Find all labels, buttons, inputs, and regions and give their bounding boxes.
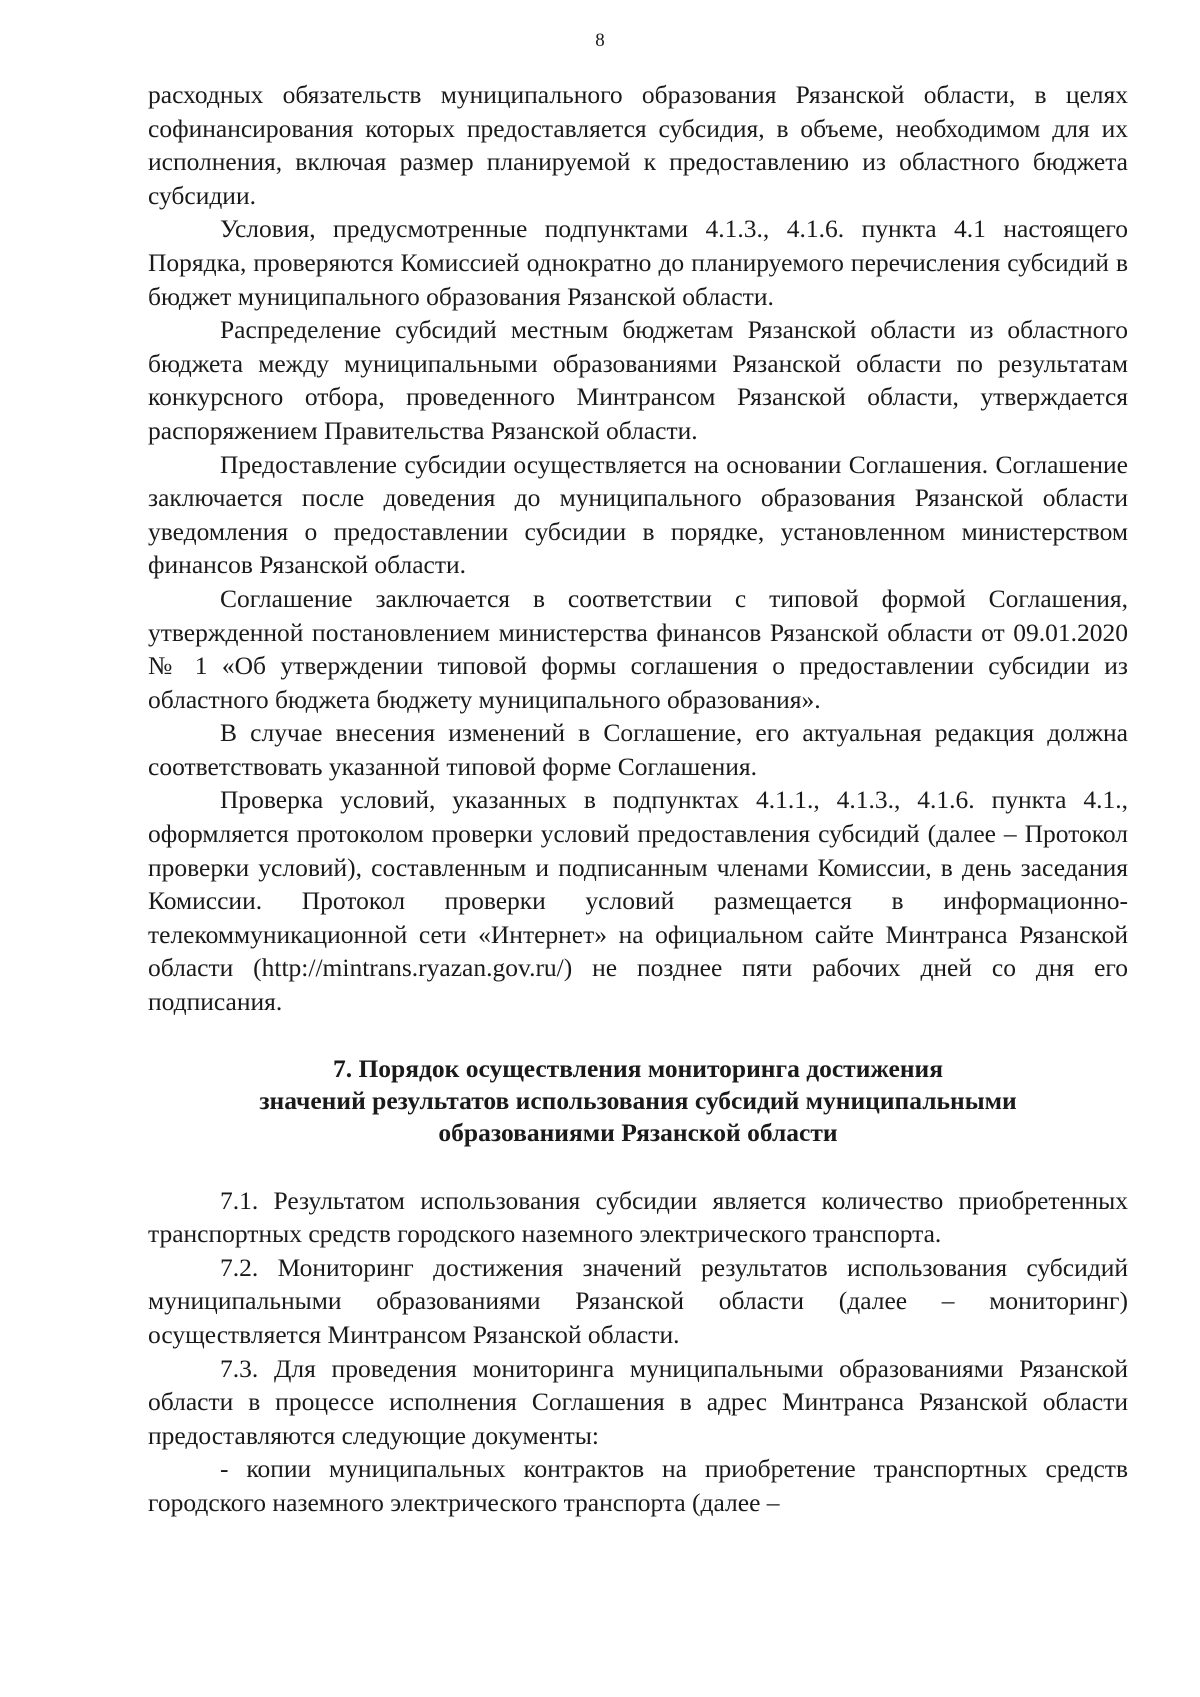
section-heading-line: 7. Порядок осуществления мониторинга достижения xyxy=(332,1053,944,1083)
section-heading xyxy=(148,1053,1128,1149)
paragraph: В случае внесения изменений в Соглашение, его актуальная редакция должна соответствовать указанной типовой форме Соглашения. xyxy=(148,718,1128,781)
paragraph: 7.3. Для проведения мониторинга муниципальными образованиями Рязанской области в процессе исполнения Соглашения в адрес Минтранса Рязанской области предоставляются следующие документы: xyxy=(148,1353,1128,1450)
paragraph: Предоставление субсидии осуществляется на основании Соглашения. Соглашение заключается после доведения до муниципального образования Рязанской области уведомления о предоставлении субсидии в порядке, установленном министерством финансов Рязанской области. xyxy=(148,449,1128,580)
paragraph: Условия, предусмотренные подпунктами 4.1.3., 4.1.6. пункта 4.1 настоящего Порядка, проверяются Комиссией однократно до планируемого перечисления субсидий в бюджет муниципального образования Рязанской области. xyxy=(148,214,1128,311)
paragraph: 7.1. Результатом использования субсидии является количество приобретенных транспортных средств городского наземного электрического транспорта. xyxy=(148,1185,1128,1249)
paragraph: Соглашение заключается в соответствии с типовой формой Соглашения, утвержденной постановлением министерства финансов Рязанской области от 09.01.2020 № 1 «Об утверждении типовой формы соглашения о предоставлении субсидии из областного бюджета бюджету муниципального образования». xyxy=(148,583,1128,714)
document-body xyxy=(148,78,1128,1520)
paragraph: 7.2. Мониторинг достижения значений результатов использования субсидий муниципальными образованиями Рязанской области (далее – мониторинг) осуществляется Минтрансом Рязанской области. xyxy=(148,1252,1128,1349)
paragraph: - копии муниципальных контрактов на приобретение транспортных средств городского наземного электрического транспорта (далее – xyxy=(148,1454,1128,1517)
paragraph: расходных обязательств муниципального образования Рязанской области, в целях софинансирования которых предоставляется субсидия, в объеме, необходимом для их исполнения, включая размер планируемой к предоставлению из областного бюджета субсидии. xyxy=(148,80,1128,210)
page-number: 8 xyxy=(595,30,605,51)
section-heading-line: образованиями Рязанской области xyxy=(438,1117,838,1147)
section-heading-line: значений результатов использования субсидий муниципальными xyxy=(259,1085,1017,1115)
paragraph: Распределение субсидий местным бюджетам Рязанской области из областного бюджета между муниципальными образованиями Рязанской области по результатам конкурсного отбора, проведенного Минтрансом Рязанской области, утверждается распоряжением Правительства Рязанской области. xyxy=(148,315,1128,445)
paragraph: Проверка условий, указанных в подпунктах 4.1.1., 4.1.3., 4.1.6. пункта 4.1., оформляется протоколом проверки условий предоставления субсидий (далее – Протокол проверки условий), составленным и подписанным членами Комиссии, в день заседания Комиссии. Протокол проверки условий размещается в информационно-телекоммуникационной сети «Интернет» на официальном сайте Минтранса Рязанской области (http://mintrans.ryazan.gov.ru/) не позднее пяти рабочих дней со дня его подписания. xyxy=(148,785,1128,1017)
